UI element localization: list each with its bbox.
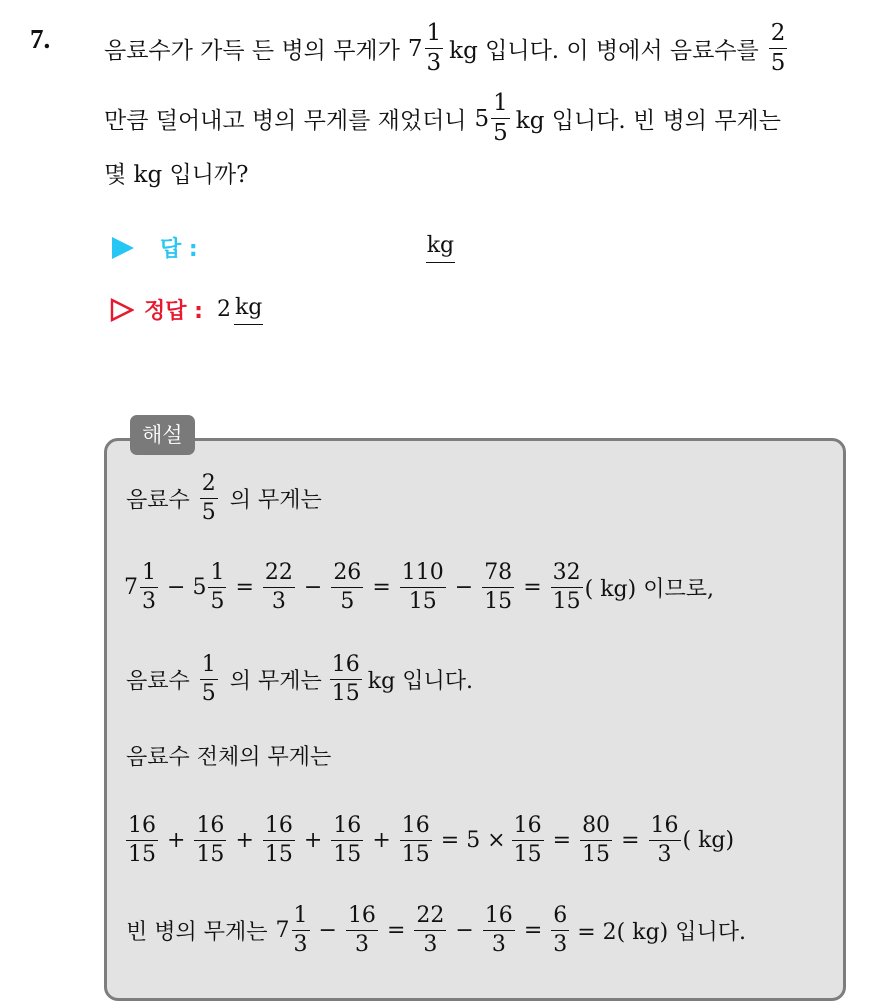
- outline-triangle-icon: [110, 298, 134, 322]
- mixed-number: 5 $\frac{1}{5}$: [474, 90, 508, 146]
- question-text: 만큼 덜어내고 병의 무게를 재었더니: [104, 108, 467, 134]
- fraction: $\frac{78}{15}$: [484, 560, 513, 614]
- question-line-3: [104, 156, 249, 189]
- question-text: 음료수가 가득 든 병의 무게가: [104, 38, 400, 64]
- explanation-line-1: 음료수 $\frac{2}{5}$ 의 무게는: [126, 471, 322, 525]
- fraction: $\frac{32}{15}$: [552, 560, 581, 614]
- question-text: 몇 kg 입니까?: [104, 162, 249, 188]
- explanation-tag: 해설: [130, 415, 195, 455]
- mixed-number: 5 $\frac{1}{5}$: [192, 560, 225, 614]
- play-triangle-icon: [112, 237, 134, 259]
- mixed-number: 7 $\frac{1}{3}$: [275, 903, 308, 957]
- explanation-line-3: 음료수 $\frac{1}{5}$ 의 무게는 $\frac{16}{15}$ kg 입니다.: [126, 652, 473, 706]
- correct-answer-label: 정답 :: [144, 299, 203, 324]
- fraction: $\frac{22}{3}$: [264, 560, 293, 614]
- answer-label: 답 :: [160, 237, 198, 262]
- answer-row: [112, 232, 455, 263]
- fraction: $\frac{2}{5}$: [770, 20, 786, 76]
- correct-answer-row: [110, 294, 263, 325]
- explanation-line-2: 7 $\frac{1}{3}$ − 5 $\frac{1}{5}$ = $\frac{22}{3}$ − $\frac{26}{5}$ = $\frac{110}{15}$ − $\frac{78}{15}$ = $\frac{32}{15}$ ( kg) 이므로,: [124, 560, 714, 614]
- fraction: $\frac{1}{5}$: [493, 90, 508, 146]
- correct-answer-value: 2: [216, 297, 231, 322]
- mixed-number: 7 $\frac{1}{3}$: [124, 560, 156, 614]
- mixed-number: 7 $\frac{1}{3}$: [407, 20, 442, 76]
- question-line-1: [104, 22, 789, 75]
- fraction: $\frac{26}{5}$: [333, 560, 362, 614]
- explanation-line-6: 빈 병의 무게는 7 $\frac{1}{3}$ − $\frac{16}{3}$ = $\frac{22}{3}$ − $\frac{16}{3}$ = $\frac{6}{3}$ = 2( kg) 입니다.: [126, 903, 746, 957]
- answer-blank[interactable]: kg: [426, 233, 455, 263]
- fraction: $\frac{110}{15}$: [401, 560, 444, 614]
- question-text: kg 입니다. 이 병에서 음료수를: [449, 38, 759, 64]
- fraction: $\frac{16}{15}$: [331, 652, 360, 706]
- question-number: 7.: [30, 24, 51, 54]
- explanation-line-4: 음료수 전체의 무게는: [126, 745, 332, 770]
- explanation-line-5: $\frac{16}{15}$ + $\frac{16}{15}$ + $\frac{16}{15}$ + $\frac{16}{15}$ + $\frac{16}{15}$ = 5 × $\frac{16}{15}$ = $\frac{80}{15}$ = $\frac{16}{3}$ ( kg): [128, 813, 735, 867]
- question-line-2: [104, 92, 781, 145]
- question-text: kg 입니다. 빈 병의 무게는: [515, 108, 781, 134]
- correct-answer-unit: kg: [234, 295, 263, 325]
- fraction: $\frac{2}{5}$: [201, 471, 216, 525]
- fraction: $\frac{1}{5}$: [201, 652, 216, 706]
- fraction: $\frac{1}{3}$: [426, 20, 442, 76]
